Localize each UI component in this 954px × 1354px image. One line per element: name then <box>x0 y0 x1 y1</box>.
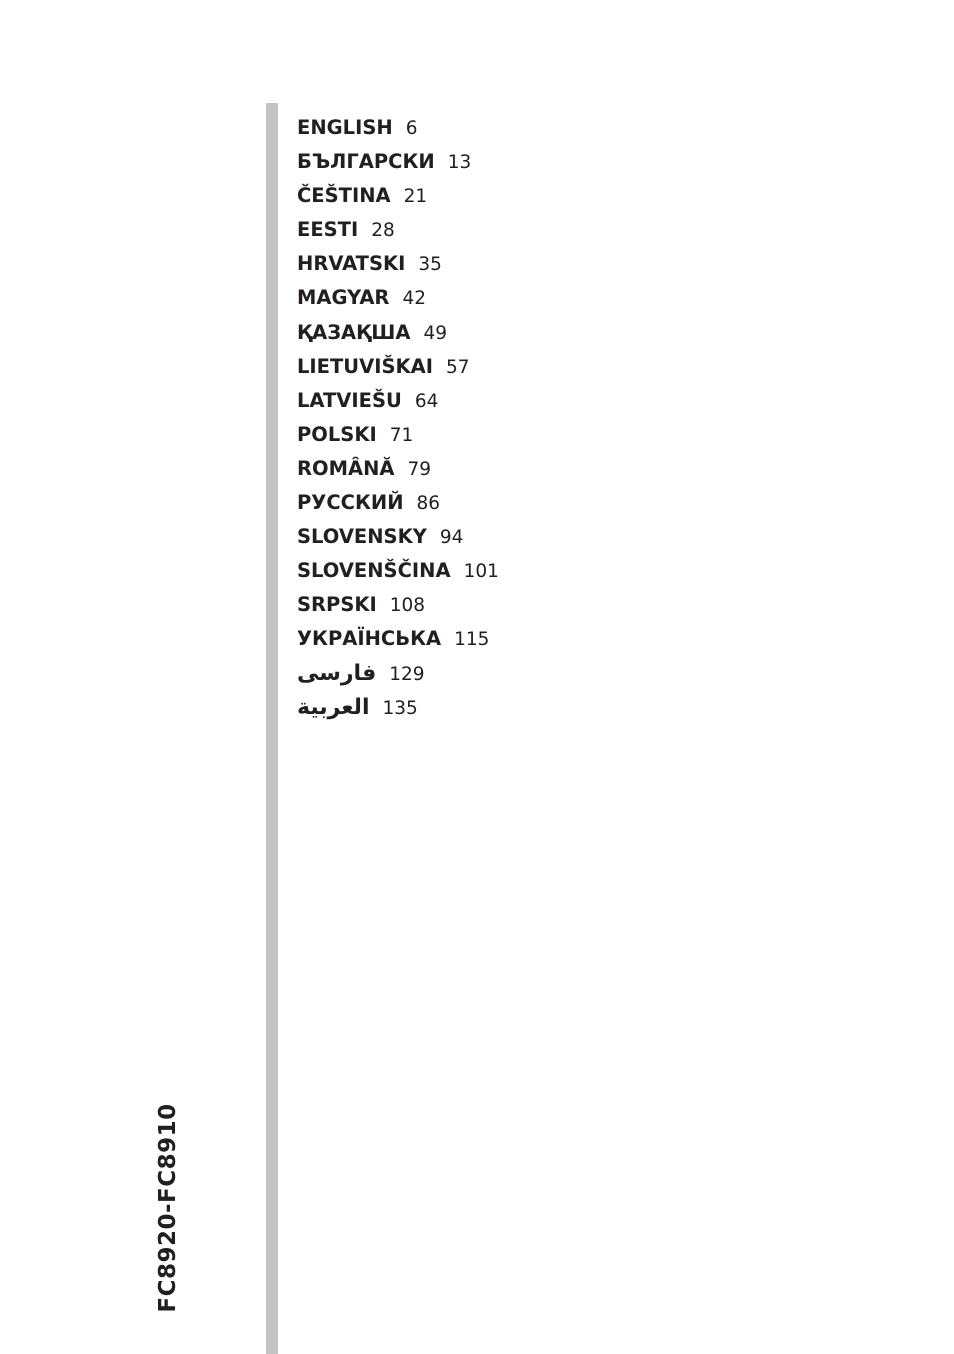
page-number: 57 <box>446 356 470 378</box>
page-number: 13 <box>447 152 472 174</box>
page-number: 86 <box>416 493 441 515</box>
page-number: 21 <box>403 186 428 208</box>
language-name: العربية <box>297 694 370 720</box>
page-number: 79 <box>407 458 432 480</box>
language-name: ҚАЗАҚША <box>297 320 411 344</box>
page-number: 101 <box>463 561 499 583</box>
language-name: ROMÂNĂ <box>297 456 395 480</box>
language-name: فارسی <box>297 660 377 686</box>
list-item <box>297 316 499 350</box>
language-name: LATVIEŠU <box>297 388 402 412</box>
page-number: 129 <box>389 663 425 685</box>
list-item <box>297 486 499 520</box>
list-item <box>297 554 499 588</box>
list-item <box>297 520 499 554</box>
language-name: БЪЛГАРСКИ <box>297 150 435 174</box>
page-number: 64 <box>414 390 439 412</box>
language-name: HRVATSKI <box>297 252 406 276</box>
language-name: SRPSKI <box>297 593 377 617</box>
language-name: РУССКИЙ <box>297 491 404 515</box>
list-item <box>297 145 499 179</box>
list-item <box>297 281 499 315</box>
page-number: 108 <box>389 595 426 617</box>
list-item <box>297 452 499 486</box>
list-item <box>297 111 499 145</box>
page-number: 71 <box>389 424 414 446</box>
page-number: 28 <box>371 220 395 242</box>
list-item <box>297 657 499 691</box>
page-number: 6 <box>405 118 418 139</box>
list-item <box>297 588 499 622</box>
language-name: MAGYAR <box>297 286 390 310</box>
language-name: POLSKI <box>297 422 377 446</box>
language-name: УКРАЇНСЬКА <box>297 627 442 651</box>
list-item <box>297 691 499 725</box>
list-item <box>297 384 499 418</box>
list-item <box>297 213 499 247</box>
language-name: SLOVENSKY <box>297 525 427 549</box>
page-number: 35 <box>418 254 442 276</box>
language-name: EESTI <box>297 218 359 242</box>
list-item <box>297 418 499 452</box>
page-number: 135 <box>382 697 418 719</box>
language-name: ČEŠTINA <box>297 184 391 208</box>
page-number: 42 <box>402 288 426 310</box>
list-item <box>297 622 499 656</box>
language-name: SLOVENŠČINA <box>297 559 451 583</box>
list-item <box>297 247 499 281</box>
language-name: ENGLISH <box>297 116 393 139</box>
language-name: LIETUVIŠKAI <box>297 354 433 378</box>
page-number: 94 <box>439 527 464 549</box>
list-item <box>297 179 499 213</box>
vertical-divider-bar <box>266 103 278 1354</box>
language-contents-list <box>297 111 499 725</box>
list-item <box>297 350 499 384</box>
page-number: 49 <box>423 322 447 344</box>
page-number: 115 <box>454 629 490 651</box>
model-code: FC8920-FC8910 <box>155 1103 181 1313</box>
